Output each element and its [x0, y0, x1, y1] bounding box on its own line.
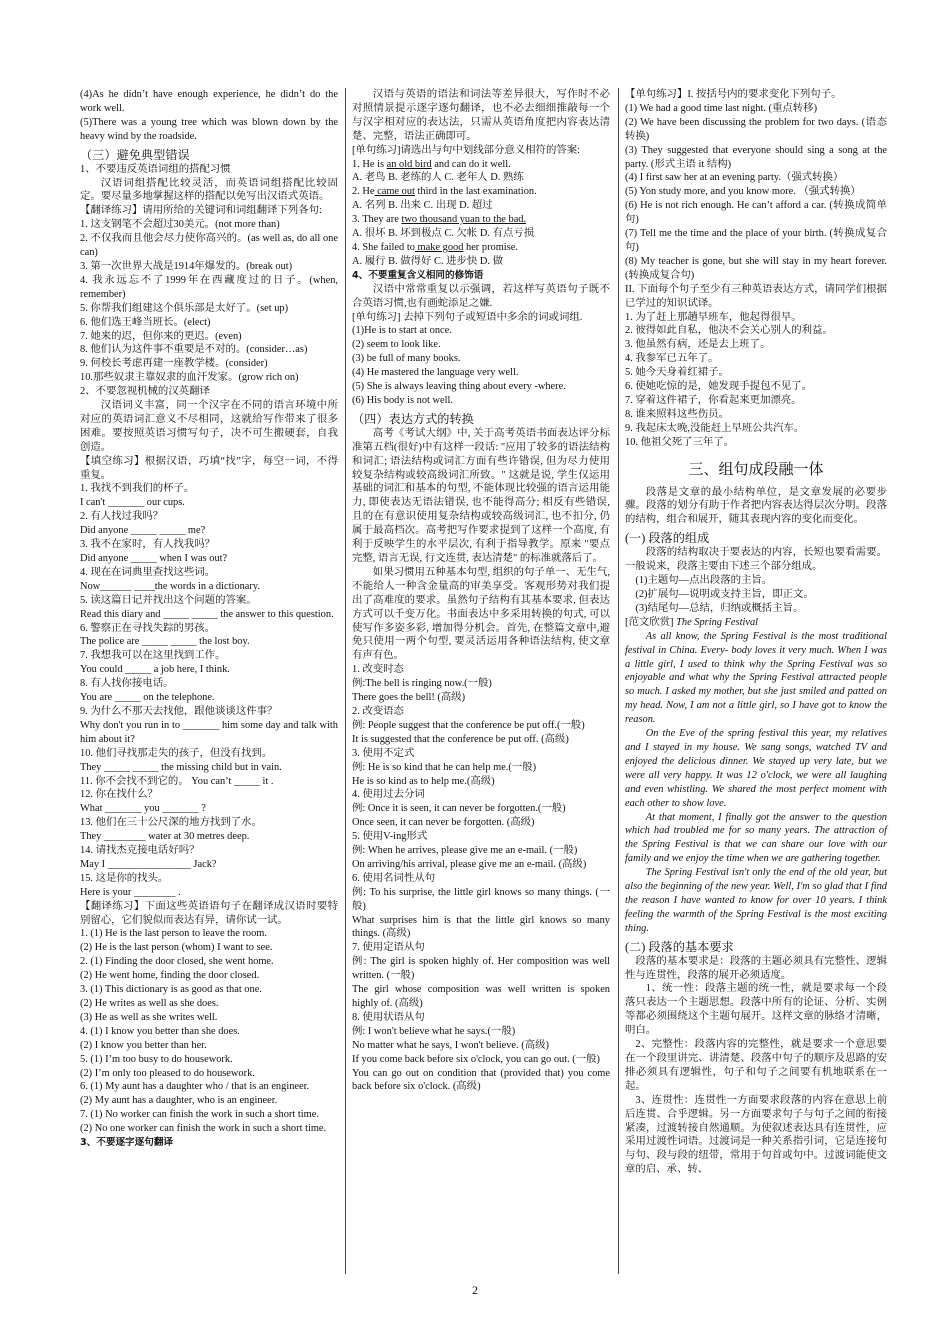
text-paragraph: (3) They suggested that everyone should sing a song at the party. (形式主语 it 结构) [625, 144, 887, 170]
text-paragraph: 如果习惯用五种基本句型, 组织的句子单一、无生气, 不能给人一种含金量高的审美享受。客观形势对我们提出了高难度的要求。虽然句子结构有其基本要求, 但表达方式可以千变万化。书面表达中多采用转换的句式, 可以使写作多姿多彩, 增加得分机会。首先, 在整篇文章中,避免只使用一两个句型, 要灵活运用各种语法结构, 使文章有声有色。 [352, 566, 610, 662]
text-paragraph: 8. 他们认为这件事不重要是不对的。(consider…as) [80, 344, 308, 356]
text-paragraph: 2. (1) Finding the door closed, she went home. [80, 956, 274, 968]
text-paragraph: (4)As he didn’t have enough experience, he didn’t do the work well. [80, 89, 338, 114]
text-paragraph: 4. 使用过去分词 [352, 789, 425, 801]
text-paragraph: (2) He writes as well as she does. [80, 998, 219, 1009]
text-run: her promise. [463, 241, 518, 253]
text-paragraph: 4. 我永远忘不了1999年在西藏度过的日子。(when, remember) [80, 274, 338, 300]
text-paragraph: 7. 我想我可以在这里找到工作。 [80, 650, 226, 662]
text-paragraph: 例: The girl is spoken highly of. Her composition was well written. (一般) [352, 956, 610, 982]
text-paragraph: He is so kind as to help me.(高级) [352, 775, 495, 787]
text-paragraph: 例: To his surprise, the little girl knows so many things. (一般) [352, 886, 610, 912]
text-paragraph: (6) His body is not well. [352, 394, 454, 406]
text-paragraph: (3) He as well as she writes well. [80, 1011, 218, 1023]
text-paragraph [352, 158, 610, 172]
text-run: 1. He is [352, 158, 387, 170]
text-paragraph: 汉语中常常重复以示强调，若这样写英语句子既不合英语习惯,也有画蛇添足之嫌. [352, 283, 610, 309]
text-paragraph: 【单句练习】I. 按括号内的要求变化下列句子。 [625, 89, 842, 100]
text-paragraph: 6. (1) My aunt has a daughter who / that is an engineer. [80, 1081, 310, 1093]
text-run: and can do it well. [431, 158, 511, 170]
text-paragraph: (1) We had a good time last night. (重点转移) [625, 102, 818, 114]
text-paragraph: I can't _______ our cups. [80, 497, 185, 509]
text-paragraph: 段落是文章的最小结构单位，是文章发展的必要步骤。段落的划分有助于作者把内容表达得层次分明。段落的结构，组合和展开，随其表现内容的变化而变化。 [625, 486, 887, 526]
text-paragraph: 段落的结构取决于要表达的内容，长短也要看需要。一般说来，段落主要由下述三个部分组成。 [625, 547, 887, 573]
text-paragraph: May I ________________ Jack? [80, 858, 217, 870]
text-paragraph: What surprises him is that the little girl knows so many things. (高级) [352, 914, 610, 940]
text-paragraph: You are _____ on the telephone. [80, 692, 215, 704]
text-paragraph: 3. (1) This dictionary is as good as that one. [80, 984, 262, 996]
text-paragraph: 3、连贯性：连贯性一方面要求段落的内容在意思上前后连贯、合乎逻辑。另一方面要求句子与句子之间的衔接紧凑，过渡转接自然通顺。为使叙述表达具有连贯性，应采用过渡性词语。过渡词是一种关系指引词，它是连接句与句、段与段的纽带，常用于句首或句中。过渡词能使文章的启、承、转、 [625, 1094, 887, 1176]
text-paragraph: (2) No one worker can finish the work in such a short time. [80, 1123, 327, 1135]
text-paragraph: 9. 何校长考虑再建一座教学楼。(consider) [80, 358, 268, 370]
text-paragraph: You can go out on condition that (provided that) you come back before six o'clock. (高级) [352, 1067, 610, 1093]
text-paragraph: Did anyone _____ when I was out? [80, 553, 228, 564]
section-heading: 4、不要重复含义相同的修饰语 [352, 269, 484, 281]
page-number: 2 [472, 1283, 478, 1297]
text-paragraph: 9. 为什么不那天去找他，跟他谈谈这件事？ [80, 705, 278, 717]
section-heading: （四）表达方式的转换 [352, 411, 474, 426]
text-paragraph: If you come back before six o'clock, you can go out. (一般) [352, 1053, 600, 1065]
text-paragraph: 5. 她今天身着红裙子。 [625, 367, 729, 379]
text-paragraph: On the Eve of the spring festival this year, my relatives and I stayed in my house. We sang songs, watched TV and enjoyed the delicious dinner. We stayed up very late, but we were all very happy. It was 12 o'clock, we were all laughing and even whistling. We shared the most perfect moment with each other to show love. [625, 728, 887, 809]
text-paragraph: 4. (1) I know you better than she does. [80, 1025, 240, 1037]
text-paragraph: 4. 现在在词典里查找这些词。 [80, 566, 216, 578]
text-paragraph: As all know, the Spring Festival is the most traditional festival in China. Every- body loves it very much. When I was a little girl, I used to think why the Spring Festival was so enjoyable and what why the Spring Festival attracted people so much. I asked my mother, but she just smiled and patted on my head. Now, I am not a little girl, so I have got to know the reason. [625, 630, 887, 726]
text-paragraph: 1. 我找不到我们的杯子。 [80, 483, 195, 495]
column-divider [618, 88, 619, 1274]
text-paragraph: (3) be full of many books. [352, 353, 461, 365]
text-paragraph: (5) She is always leaving thing about every -where. [352, 381, 566, 393]
section-heading: 三、组句成段融一体 [688, 459, 824, 478]
text-paragraph: 3. 第一次世界大战是1914年爆发的。(break out) [80, 260, 293, 272]
text-paragraph: 8. 有人找你接电话。 [80, 678, 174, 690]
text-paragraph: 6. 他们选王峰当班长。(elect) [80, 316, 211, 328]
text-paragraph: 高考《考试大纲》中, 关于高考英语书面表达评分标准第五档(很好)中有这样一段话: "应用了较多的语法结构和词汇; 语法结构或词汇方面有些许错误, 但为尽力使用较复杂结构或较高级词汇所致。" 这就是说, 学生仅运用基础的词汇和基本的句型, 不能体现比较强的语言运用能力, 即使表达无语法错误, 也不能得高分; 相反有些错误, 且的在有意识使用复杂结构或较高级词汇, 也不扣分, 仍属于最高档次。高考把写作要求提到了这样一个高度, 有利于反映学生的水平层次, 有利于指导教学。原来 "要点完整, 语言无误, 行文连贯, 表达清楚" 的标准就落后了。 [352, 427, 610, 564]
text-paragraph: Why don't you run in to _______ him some day and talk with him about it? [80, 719, 338, 745]
text-paragraph: 例: Once it is seen, it can never be forgotten.(一般) [352, 803, 566, 815]
text-paragraph: 8. 谁来照料这些伤员。 [625, 408, 729, 420]
text-paragraph: (2) seem to look like. [352, 339, 441, 351]
text-paragraph [352, 185, 610, 199]
text-paragraph: They ________ water at 30 metres deep. [80, 831, 250, 843]
text-paragraph: 例: I won't believe what he says.(一般) [352, 1025, 516, 1037]
text-paragraph: 例:The bell is ringing now.(一般) [352, 678, 492, 690]
text-paragraph: 2. 彼得如此自私，他决不会关心别人的利益。 [625, 325, 833, 337]
text-paragraph: 10. 他们寻找那走失的孩子，但没有找到。 [80, 747, 273, 759]
text-paragraph: 7. 穿着这件裙子，你看起来更加漂亮。 [625, 394, 802, 406]
text-paragraph: 1. (1) He is the last person to leave the room. [80, 928, 267, 940]
text-paragraph: At that moment, I finally got the answer to the question which had troubled me for so many years. The attraction of the Spring Festival is that we can share our love with our family and we enjoy the time when we are gathering together. [625, 811, 887, 865]
section-heading: (一) 段落的组成 [625, 531, 710, 546]
text-paragraph: (1)He is to start at once. [352, 325, 452, 337]
text-paragraph: (3)结尾句—总结，归纳或概括主旨。 [635, 602, 804, 614]
text-paragraph: A. 很坏 B. 坏到极点 C. 欠帐 D. 有点亏损 [352, 228, 535, 240]
text-paragraph: 4. 我参军已五年了。 [625, 353, 719, 365]
text-paragraph: (5)There was a young tree which was blown down by the heavy wind by the roadside. [80, 116, 338, 142]
text-paragraph: 2. 不仅我而且他会尽力使你高兴的。(as well as, do all one can) [80, 233, 338, 259]
text-run: 4. She failed to [352, 241, 415, 253]
section-heading: 3、不要逐字逐句翻译 [80, 1137, 174, 1149]
text-paragraph: No matter what he says, I won't believe. (高级) [352, 1039, 549, 1051]
text-paragraph: 7. 使用定语从句 [352, 942, 425, 954]
text-paragraph: 11. 你不会找不到它的。 You can’t _____ it . [80, 775, 274, 787]
underlined-phrase: an old bird [386, 158, 432, 170]
text-paragraph: 1. 这支钢笔不会超过30美元。(not more than) [80, 219, 280, 231]
text-paragraph: Now______ ____the words in a dictionary. [80, 580, 260, 592]
text-paragraph: 1. 为了赶上那趟早班车，他起得很早。 [625, 311, 802, 323]
text-run: [范文欣赏] [625, 616, 677, 628]
text-paragraph: 9. 我起床太晚,没能赶上早班公共汽车。 [625, 422, 805, 434]
text-paragraph: (2) My aunt has a daughter, who is an engineer. [80, 1095, 278, 1107]
column-1 [80, 88, 338, 1150]
text-paragraph: 1. 改变时态 [352, 664, 404, 676]
text-paragraph: 段落的基本要求是：段落的主题必须具有完整性、逻辑性与连贯性，段落的展开必须适度。 [625, 955, 887, 981]
text-paragraph: It is suggested that the conference be put off. (高级) [352, 733, 569, 745]
text-paragraph: 汉语词组搭配比较灵活，而英语词组搭配比较固定。要尽量多地掌握这样的搭配以免写出汉语式英语。 [80, 177, 338, 203]
text-paragraph: (2) We have been discussing the problem for two days. (语态转换) [625, 116, 887, 142]
text-paragraph [352, 241, 610, 255]
text-paragraph: The girl whose composition was well written is spoken highly of. (高级) [352, 984, 610, 1009]
text-paragraph: 汉语与英语的语法和词法等差异很大，写作时不必对照情景提示逐字逐句翻译，也不必去细细推敲每一个与汉字相对应的表达法，只需从英语角度把内容表达清楚、完整，语法正确即可。 [352, 89, 610, 142]
text-paragraph: 8. 使用状语从句 [352, 1011, 425, 1023]
text-paragraph: 2、完整性：段落内容的完整性，就是要求一个意思要在一个段里讲完、讲清楚、段落中句子的顺序及思路的安排必须具有逻辑性，句子和句子之间要有机地联系在一起。 [625, 1039, 887, 1092]
text-paragraph: A. 老鸟 B. 老练的人 C. 老年人 D. 熟练 [352, 172, 524, 184]
text-paragraph: 例: When he arrives, please give me an e-mail. (一般) [352, 845, 578, 857]
text-paragraph: (4) He mastered the language very well. [352, 367, 519, 379]
text-paragraph: 例: People suggest that the conference be put off.(一般) [352, 719, 585, 731]
text-paragraph: 12. 你在找什么？ [80, 789, 158, 801]
text-paragraph: II. 下面每个句子至少有三种英语表达方式，请同学们根据已学过的知识试译。 [625, 283, 887, 309]
text-paragraph: (5) Yon study more, and you know more. （强式转换） [625, 186, 861, 198]
text-paragraph: 5. 使用V-ing形式 [352, 831, 428, 843]
text-paragraph: Did anyone _____ _____ me? [80, 525, 206, 537]
text-paragraph: 【翻译练习】下面这些英语语句子在翻译成汉语时要特别留心，它们貌似而表达有异，请你试一试。 [80, 900, 338, 926]
column-2 [352, 88, 610, 1094]
text-paragraph: 汉语词义丰富，同一个汉字在不同的语言环境中所对应的英语词汇意义不尽相同，这就给写作带来了很多困难。要按照英语习惯写句子，决不可生搬硬套，自我创造。 [80, 400, 338, 453]
text-paragraph: [单句练习]请选出与句中划线部分意义相符的答案: [352, 144, 581, 156]
text-paragraph: 3. 他虽然有病，还是去上班了。 [625, 339, 771, 351]
text-paragraph: (4) I first saw her at an evening party.（强式转换） [625, 172, 844, 184]
section-heading: （三）避免典型错误 [80, 147, 190, 162]
text-run: third in the last examination. [414, 186, 537, 198]
section-heading: (二) 段落的基本要求 [625, 939, 734, 954]
text-paragraph: 7. 她来的迟，但你来的更迟。(even) [80, 330, 242, 342]
text-paragraph: Read this diary and _____ _____ the answer to this question. [80, 608, 334, 620]
text-paragraph: (2)扩展句—说明或支持主旨，即正文。 [635, 589, 814, 600]
text-paragraph: 2. 改变语态 [352, 705, 404, 717]
underlined-phrase: came out [374, 186, 415, 198]
text-paragraph: 10. 他祖父死了三年了。 [625, 436, 735, 448]
text-paragraph: 【翻译练习】请用所给的关键词和词组翻译下列各句: [80, 205, 322, 217]
text-paragraph: 14. 请找杰克接电话好吗？ [80, 845, 200, 857]
text-paragraph: You could _____ a job here, I think. [80, 664, 230, 676]
text-paragraph: On arriving/his arrival, please give me an e-mail. (高级) [352, 858, 587, 870]
text-paragraph: (2) He went home, finding the door closed. [80, 970, 260, 982]
text-paragraph: (8) My teacher is gone, but she will stay in my heart forever. (转换成复合句) [625, 255, 887, 281]
text-paragraph: (6) He is not rich enough. He can’t afford a car. (转换成简单句) [625, 200, 887, 226]
text-paragraph: A. 名列 B. 出来 C. 出现 D. 超过 [352, 200, 493, 212]
text-paragraph: (1)主题句—点出段落的主旨。 [635, 575, 773, 587]
text-paragraph: 6. 警察正在寻找失踪的男孩。 [80, 622, 216, 634]
text-paragraph: 5. 读这篇日记并找出这个问题的答案。 [80, 594, 257, 606]
underlined-phrase: make good [414, 241, 464, 253]
text-paragraph: 15. 这是你的找头。 [80, 872, 169, 884]
text-paragraph: 1、不要违反英语词组的搭配习惯 [80, 163, 231, 175]
text-run: 3. They are [352, 214, 402, 226]
text-paragraph: (2) I’m only too pleased to do housework. [80, 1067, 255, 1079]
text-paragraph: The police are _____ _____ the lost boy. [80, 636, 250, 648]
text-paragraph: 6. 使用名词性从句 [352, 872, 436, 884]
text-paragraph: 2、不要忽视机械的汉英翻译 [80, 386, 210, 398]
essay-title: The Spring Festival [676, 616, 759, 628]
text-paragraph: A. 履行 B. 做得好 C. 进步快 D. 做 [352, 255, 503, 267]
column-divider [345, 88, 346, 1274]
text-run: 2. He [352, 186, 375, 198]
text-paragraph: 5. (1) I’m too busy to do housework. [80, 1053, 233, 1065]
text-paragraph: 例: He is so kind that he can help me.(一般) [352, 761, 537, 773]
text-paragraph: They _____ _____ the missing child but in vain. [80, 761, 282, 773]
text-paragraph: There goes the bell! (高级) [352, 692, 466, 704]
text-paragraph: What _______ you _______ ? [80, 803, 206, 815]
text-paragraph: (2) I know you better than her. [80, 1039, 207, 1051]
text-paragraph: 7. (1) No worker can finish the work in such a short time. [80, 1109, 319, 1121]
text-paragraph: 13. 他们在三十公尺深的地方找到了水。 [80, 817, 262, 829]
text-paragraph: 【填空练习】根据汉语，巧填“找”字，每空一词，不得重复。 [80, 455, 338, 481]
text-paragraph: 5. 你帮我们组建这个俱乐部是太好了。(set up) [80, 302, 289, 314]
underlined-phrase: two thousand yuan to the bad. [401, 214, 527, 226]
text-paragraph: Once seen, it can never be forgotten. (高级) [352, 817, 535, 829]
text-paragraph: (2) He is the last person (whom) I want to see. [80, 942, 273, 954]
text-paragraph: 3. 我不在家时，有人找我吗？ [80, 539, 216, 551]
text-paragraph [352, 213, 610, 227]
text-paragraph: (7) Tell me the time and the place of your birth. (转换成复合句) [625, 228, 887, 253]
text-paragraph: [单句练习] 去掉下列句子或短语中多余的词或词组. [352, 311, 583, 323]
text-paragraph: 10.那些奴隶主靠奴隶的血汗发家。(grow rich on) [80, 372, 299, 384]
text-paragraph: 6. 使她吃惊的是，她发现手提包不见了。 [625, 381, 813, 393]
text-paragraph: 2. 有人找过我吗？ [80, 511, 164, 523]
text-paragraph: 1、统一性：段落主题的统一性，就是要求每一个段落只表达一个主题思想。段落中所有的论证、分析、实例等都必须围绕这个主题句展开。这样文章的脉络才清晰，明白。 [625, 983, 887, 1037]
text-paragraph [625, 616, 887, 630]
text-paragraph: 3. 使用不定式 [352, 747, 415, 759]
column-3 [625, 88, 887, 1177]
text-paragraph: The Spring Festival isn't only the end of the old year, but also the beginning of the new year. Well, I'm so glad that I find the reason I have wanted to know for over 10 years. I think feeling the warmth of the Spring Festival is the most exciting thing. [625, 867, 887, 934]
text-paragraph: Here is your ________ . [80, 886, 181, 898]
